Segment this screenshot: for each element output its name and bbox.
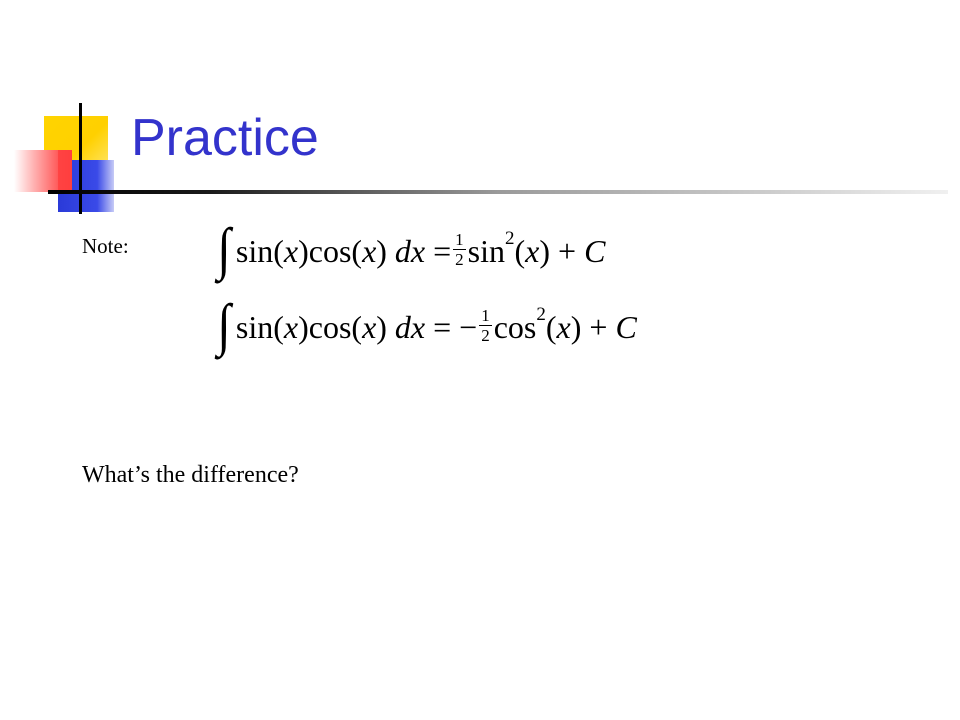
- minus-sign: −: [459, 308, 478, 345]
- integrand-close: ): [376, 308, 387, 345]
- fraction-numerator: 1: [455, 229, 464, 249]
- variable-x: x: [525, 232, 540, 269]
- variable-x: x: [283, 232, 299, 269]
- equation-2: [216, 292, 637, 357]
- constant-c: C: [584, 232, 606, 269]
- variable-x: x: [362, 308, 377, 345]
- integrand-cos: )cos(: [298, 308, 363, 345]
- question-text: What’s the difference?: [82, 462, 299, 488]
- paren-open: (: [514, 232, 526, 269]
- fraction-one-half: [479, 307, 492, 344]
- exponent: 2: [505, 228, 515, 249]
- equation-1: [216, 216, 606, 281]
- plus-sign: +: [558, 232, 577, 269]
- constant-c: C: [615, 308, 637, 345]
- fraction-numerator: 1: [481, 305, 490, 325]
- fraction-denominator: 2: [455, 249, 464, 269]
- differential-x: x: [410, 232, 426, 269]
- paren-close: ): [570, 308, 582, 345]
- plus-sign: +: [589, 308, 608, 345]
- slide-title: Practice: [131, 109, 319, 167]
- function-name: cos: [493, 308, 537, 345]
- differential-d: d: [394, 308, 411, 345]
- integrand-sin: sin(: [235, 308, 284, 345]
- note-label: Note:: [82, 234, 129, 258]
- decor-red-bar-edge: [58, 150, 72, 192]
- variable-x: x: [556, 308, 571, 345]
- differential-x: x: [410, 308, 426, 345]
- decor-vertical-line: [79, 103, 82, 214]
- paren-close: ): [539, 232, 551, 269]
- differential-d: d: [394, 232, 411, 269]
- paren-open: (: [545, 308, 557, 345]
- equals-sign: =: [433, 232, 452, 269]
- title-underline: [48, 190, 948, 194]
- fraction-denominator: 2: [481, 325, 490, 345]
- variable-x: x: [283, 308, 299, 345]
- integrand-cos: )cos(: [298, 232, 363, 269]
- integrand-close: ): [376, 232, 387, 269]
- function-name: sin: [467, 232, 506, 269]
- variable-x: x: [362, 232, 377, 269]
- equals-sign: =: [433, 308, 452, 345]
- fraction-one-half: [453, 231, 466, 268]
- integral-sign: ∫: [217, 216, 231, 281]
- exponent: 2: [536, 304, 546, 325]
- integral-sign: ∫: [217, 292, 231, 357]
- integrand-sin: sin(: [235, 232, 284, 269]
